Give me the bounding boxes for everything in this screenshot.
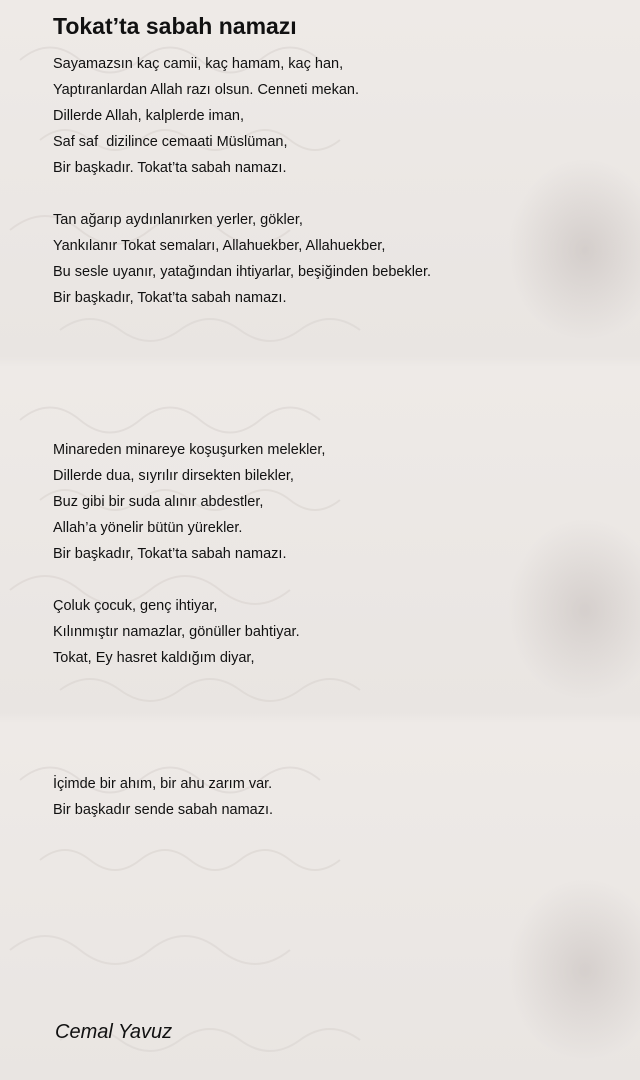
poem-line: İçimde bir ahım, bir ahu zarım var. [53,776,273,792]
poem-line: Kılınmıştır namazlar, gönüller bahtiyar. [53,624,300,640]
stanza-4 [53,593,300,671]
stanza-3 [53,437,325,567]
stanza-5 [53,771,273,823]
stanza-1 [53,51,359,181]
poem-line: Tan ağarıp aydınlanırken yerler, gökler, [53,212,303,228]
poem-line: Bir başkadır, Tokat’ta sabah namazı. [53,546,287,562]
poem-line: Çoluk çocuk, genç ihtiyar, [53,598,218,614]
poem-line: Bu sesle uyanır, yatağından ihtiyarlar, beşiğinden bebekler. [53,264,432,280]
poem-line: Dillerde Allah, kalplerde iman, [53,108,245,124]
poem-line: Dillerde dua, sıyrılır dirsekten bilekler, [53,468,294,484]
poem-title: Tokat’ta sabah namazı [53,13,297,39]
poem-line: Bir başkadır sende sabah namazı. [53,802,274,818]
poem-line: Bir başkadır. Tokat’ta sabah namazı. [53,160,287,176]
poem-line: Sayamazsın kaç camii, kaç hamam, kaç han, [53,56,344,72]
poem-line: Tokat, Ey hasret kaldığım diyar, [53,650,255,666]
poem-line: Yaptıranlardan Allah razı olsun. Cenneti mekan. [53,82,360,98]
poem-line: Allah’a yönelir bütün yürekler. [53,520,243,536]
poem-line: Saf saf dizilince cemaati Müslüman, [53,134,288,150]
poem-line: Buz gibi bir suda alınır abdestler, [53,494,264,510]
poem-line: Minareden minareye koşuşurken melekler, [53,442,326,458]
stanza-2 [53,207,431,311]
poem-line: Bir başkadır, Tokat’ta sabah namazı. [53,290,287,306]
poem-line: Yankılanır Tokat semaları, Allahuekber, Allahuekber, [53,238,386,254]
poem-author: Cemal Yavuz [55,1021,173,1043]
